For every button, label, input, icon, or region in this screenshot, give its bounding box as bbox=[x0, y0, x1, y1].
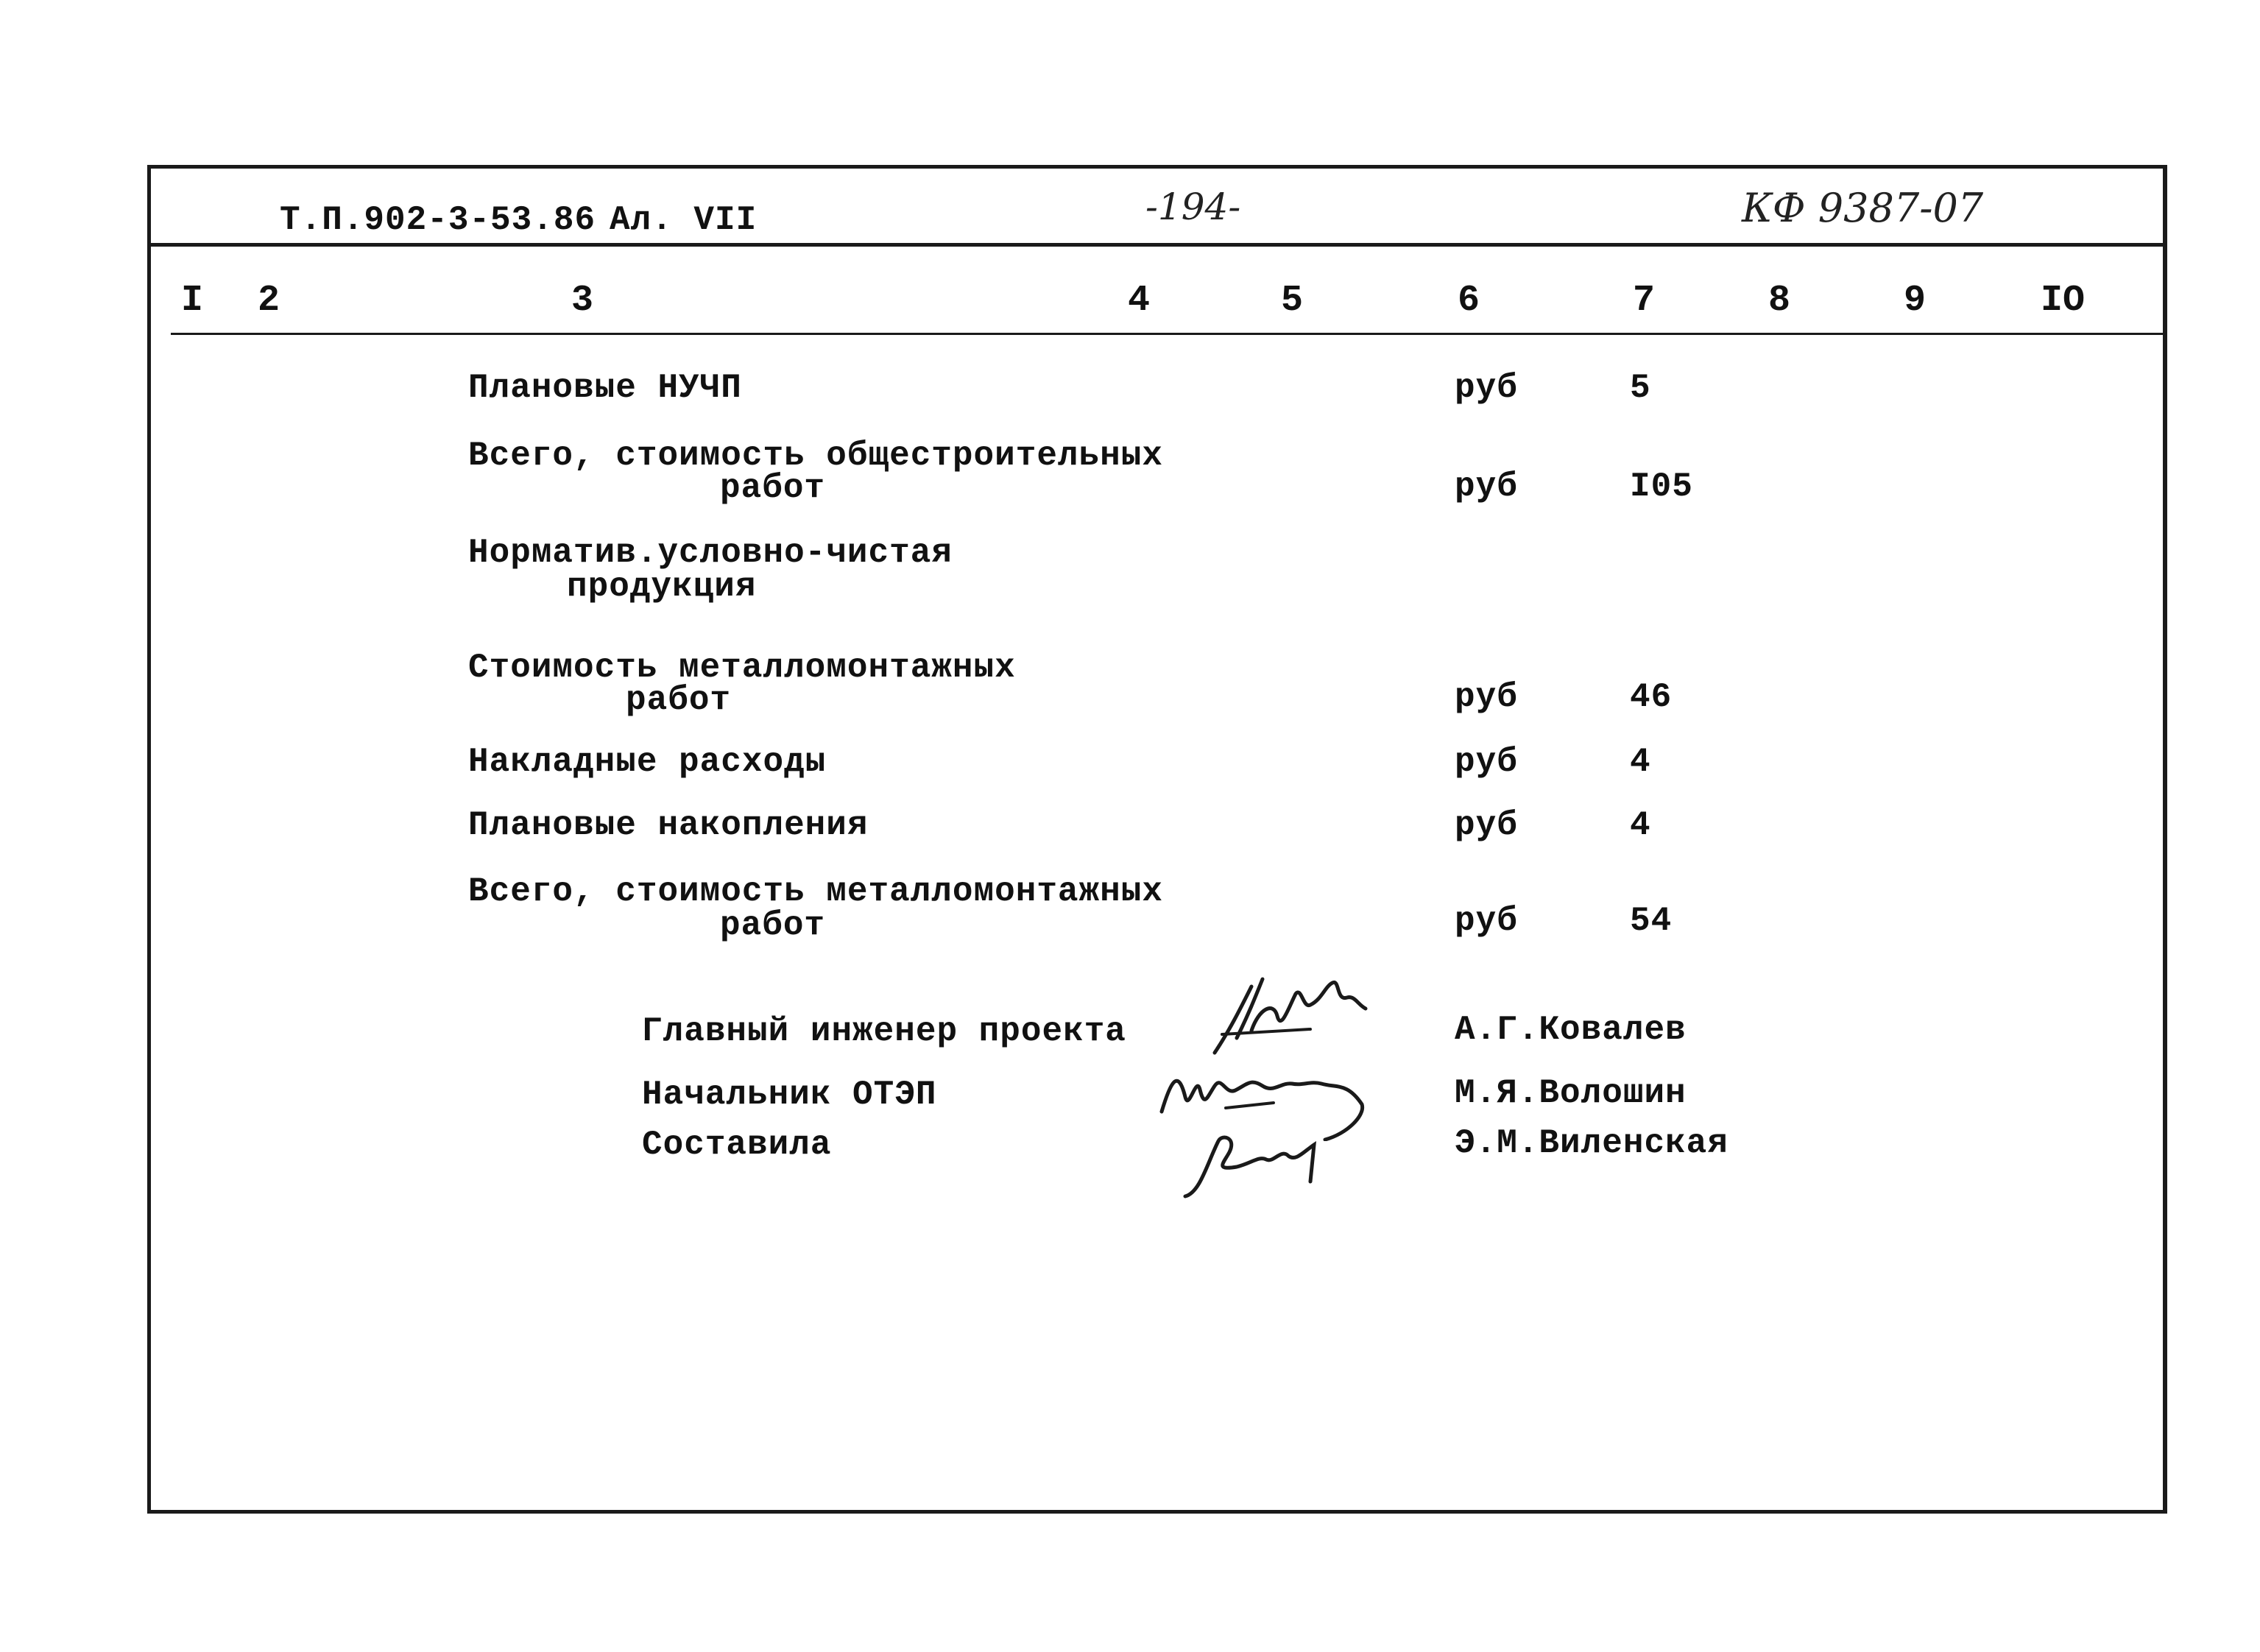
page-frame bbox=[147, 165, 2167, 1514]
album-number: Ал. VII bbox=[610, 201, 758, 239]
column-number-3: 3 bbox=[571, 280, 594, 322]
page-number: -194- bbox=[1145, 186, 1241, 228]
row-label: Плановые накопления bbox=[468, 806, 869, 844]
row-value: I05 bbox=[1630, 467, 1693, 506]
column-number-4: 4 bbox=[1128, 280, 1151, 322]
column-number-1: I bbox=[181, 280, 204, 322]
signature-role: Составила bbox=[642, 1126, 832, 1164]
row-unit: руб bbox=[1455, 806, 1518, 844]
column-number-5: 5 bbox=[1281, 280, 1304, 322]
row-unit: руб bbox=[1455, 467, 1518, 506]
archive-code: КФ 9387-07 bbox=[1742, 185, 1984, 231]
row-label: Всего, стоимость металломонтажных bbox=[468, 872, 1163, 911]
column-number-8: 8 bbox=[1768, 280, 1791, 322]
column-number-7: 7 bbox=[1633, 280, 1656, 322]
row-label: Норматив.условно-чистая bbox=[468, 534, 953, 572]
row-label: Плановые НУЧП bbox=[468, 369, 742, 407]
row-unit: руб bbox=[1455, 902, 1518, 940]
row-label-continuation: работ bbox=[720, 469, 826, 507]
column-header-divider bbox=[171, 333, 2167, 335]
column-number-2: 2 bbox=[258, 280, 280, 322]
row-label-continuation: работ bbox=[720, 906, 826, 945]
row-label: Накладные расходы bbox=[468, 743, 827, 781]
signature-name: М.Я.Волошин bbox=[1455, 1074, 1687, 1112]
column-number-9: 9 bbox=[1904, 280, 1927, 322]
row-label-continuation: продукция bbox=[567, 568, 757, 606]
column-number-6: 6 bbox=[1458, 280, 1480, 322]
header-divider bbox=[147, 243, 2167, 247]
column-number-10: IO bbox=[2041, 280, 2086, 322]
row-label-continuation: работ bbox=[626, 681, 732, 719]
row-value: 54 bbox=[1630, 902, 1673, 940]
row-value: 5 bbox=[1630, 369, 1651, 407]
row-label: Всего, стоимость общестроительных bbox=[468, 437, 1163, 475]
doc-code: Т.П.902-3-53.86 bbox=[280, 201, 596, 239]
signature-role: Главный инженер проекта bbox=[642, 1012, 1126, 1051]
signature-role: Начальник ОТЭП bbox=[642, 1076, 937, 1114]
row-unit: руб bbox=[1455, 678, 1518, 716]
row-value: 4 bbox=[1630, 743, 1651, 781]
row-label: Стоимость металломонтажных bbox=[468, 649, 1016, 687]
row-unit: руб bbox=[1455, 743, 1518, 781]
row-value: 4 bbox=[1630, 806, 1651, 844]
row-value: 46 bbox=[1630, 678, 1673, 716]
signature-name: А.Г.Ковалев bbox=[1455, 1011, 1687, 1049]
signature-name: Э.М.Виленская bbox=[1455, 1124, 1728, 1162]
signature-drawing-chief-engineer bbox=[1207, 964, 1384, 1060]
row-unit: руб bbox=[1455, 369, 1518, 407]
signature-drawing-compiler bbox=[1178, 1119, 1340, 1207]
